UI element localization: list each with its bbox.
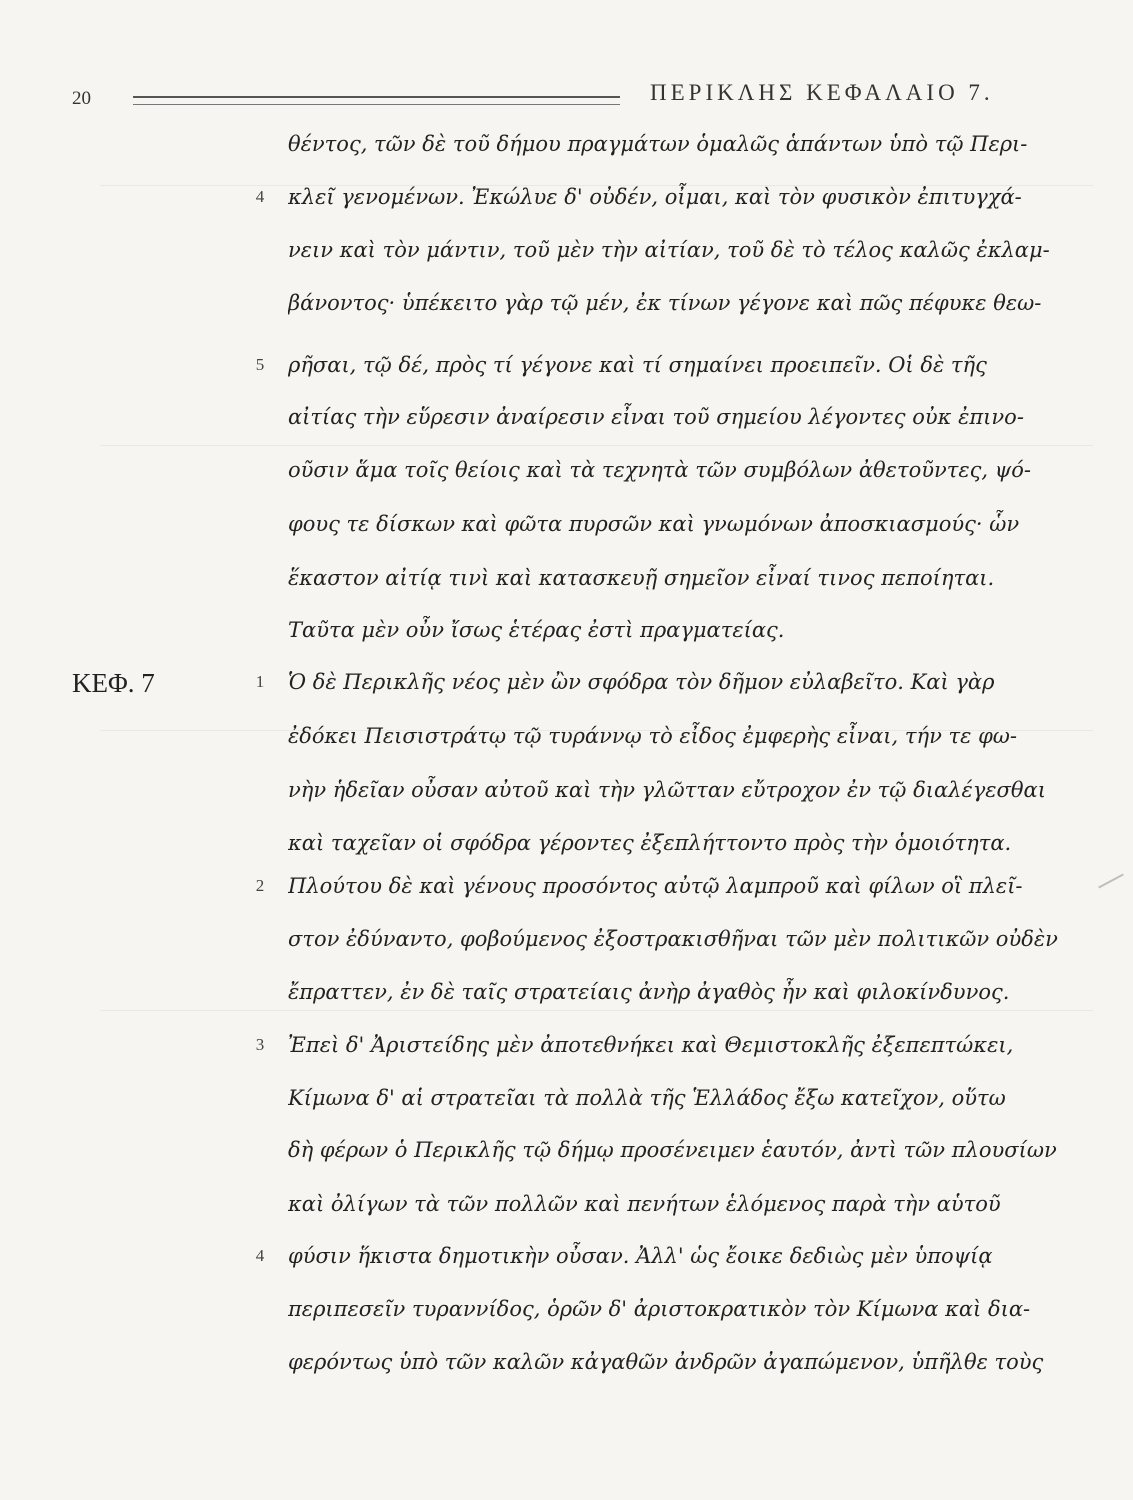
text-line: Ἐπεὶ δ' Ἀριστείδης μὲν ἀποτεθνήκει καὶ Θεμιστοκλῆς ἐξεπεπτώκει, [288,1033,1014,1057]
text-line: καὶ ταχεῖαν οἱ σφόδρα γέροντες ἐξεπλήττοντο πρὸς τὴν ὁμοιότητα. [288,831,1012,855]
text-line: θέντος, τῶν δὲ τοῦ δήμου πραγμάτων ὁμαλῶς ἁπάντων ὑπὸ τῷ Περι- [288,132,1028,156]
text-line: καὶ ὀλίγων τὰ τῶν πολλῶν καὶ πενήτων ἑλόμενος παρὰ τὴν αὑτοῦ [288,1192,1001,1216]
page-number: 20 [72,88,91,109]
text-line: Πλούτου δὲ καὶ γένους προσόντος αὐτῷ λαμπροῦ καὶ φίλων οἳ πλεῖ- [288,874,1023,898]
chapter-label: ΚΕΦ. 7 [72,668,155,698]
text-line: κλεῖ γενομένων. Ἐκώλυε δ' οὐδέν, οἶμαι, καὶ τὸν φυσικὸν ἐπιτυγχά- [288,185,1022,209]
section-number: 4 [255,1246,265,1265]
text-line: οῦσιν ἅμα τοῖς θείοις καὶ τὰ τεχνητὰ τῶν συμβόλων ἀθετοῦντες, ψό- [288,458,1031,482]
scan-mark [1098,874,1124,889]
text-line: φύσιν ἥκιστα δημοτικὴν οὖσαν. Ἀλλ' ὡς ἔοικε δεδιὼς μὲν ὑποψίᾳ [288,1244,993,1268]
text-line: φους τε δίσκων καὶ φῶτα πυρσῶν καὶ γνωμόνων ἀποσκιασμούς· ὧν [288,512,1020,536]
section-number: 2 [255,876,265,895]
running-title: ΠΕΡΙΚΛΗΣ ΚΕΦΑΛΑΙΟ 7. [650,80,994,105]
text-line: νειν καὶ τὸν μάντιν, τοῦ μὲν τὴν αἰτίαν, τοῦ δὲ τὸ τέλος καλῶς ἐκλαμ- [288,238,1050,262]
text-line: φερόντως ὑπὸ τῶν καλῶν κἀγαθῶν ἀνδρῶν ἀγαπώμενον, ὑπῆλθε τοὺς [288,1350,1044,1374]
text-line: Ταῦτα μὲν οὖν ἴσως ἑτέρας ἐστὶ πραγματείας. [288,618,785,642]
text-line: ἕκαστον αἰτίᾳ τινὶ καὶ κατασκευῇ σημεῖον εἶναί τινος πεποίηται. [288,566,995,590]
text-line: βάνοντος· ὑπέκειτο γὰρ τῷ μέν, ἐκ τίνων γέγονε καὶ πῶς πέφυκε θεω- [288,291,1042,315]
text-line: στον ἐδύναντο, φοβούμενος ἐξοστρακισθῆναι τῶν μὲν πολιτικῶν οὐδὲν [288,927,1058,951]
show-through-line [100,445,1093,446]
text-line: αἰτίας τὴν εὕρεσιν ἀναίρεσιν εἶναι τοῦ σημείου λέγοντες οὐκ ἐπινο- [288,405,1024,429]
show-through-line [100,1010,1093,1011]
section-number: 3 [255,1035,265,1054]
header-rule [133,96,620,105]
text-line: δὴ φέρων ὁ Περικλῆς τῷ δήμῳ προσένειμεν ἑαυτόν, ἀντὶ τῶν πλουσίων [288,1138,1057,1162]
section-number: 1 [255,672,265,691]
text-line: ρῆσαι, τῷ δέ, πρὸς τί γέγονε καὶ τί σημαίνει προειπεῖν. Οἱ δὲ τῆς [288,353,987,377]
text-line: περιπεσεῖν τυραννίδος, ὁρῶν δ' ἀριστοκρατικὸν τὸν Κίμωνα καὶ δια- [288,1297,1031,1321]
text-line: ἔπραττεν, ἐν δὲ ταῖς στρατείαις ἀνὴρ ἀγαθὸς ἦν καὶ φιλοκίνδυνος. [288,980,1010,1004]
section-number: 4 [255,187,265,206]
section-number: 5 [255,355,265,374]
text-line: Ὁ δὲ Περικλῆς νέος μὲν ὢν σφόδρα τὸν δῆμον εὐλαβεῖτο. Καὶ γὰρ [288,670,995,694]
text-line: νὴν ἡδεῖαν οὖσαν αὐτοῦ καὶ τὴν γλῶτταν εὔτροχον ἐν τῷ διαλέγεσθαι [288,778,1046,802]
text-line: ἐδόκει Πεισιστράτῳ τῷ τυράννῳ τὸ εἶδος ἐμφερὴς εἶναι, τήν τε φω- [288,724,1018,748]
page-header [0,78,1133,118]
text-line: Κίμωνα δ' αἱ στρατεῖαι τὰ πολλὰ τῆς Ἑλλάδος ἔξω κατεῖχον, οὕτω [288,1086,1006,1110]
